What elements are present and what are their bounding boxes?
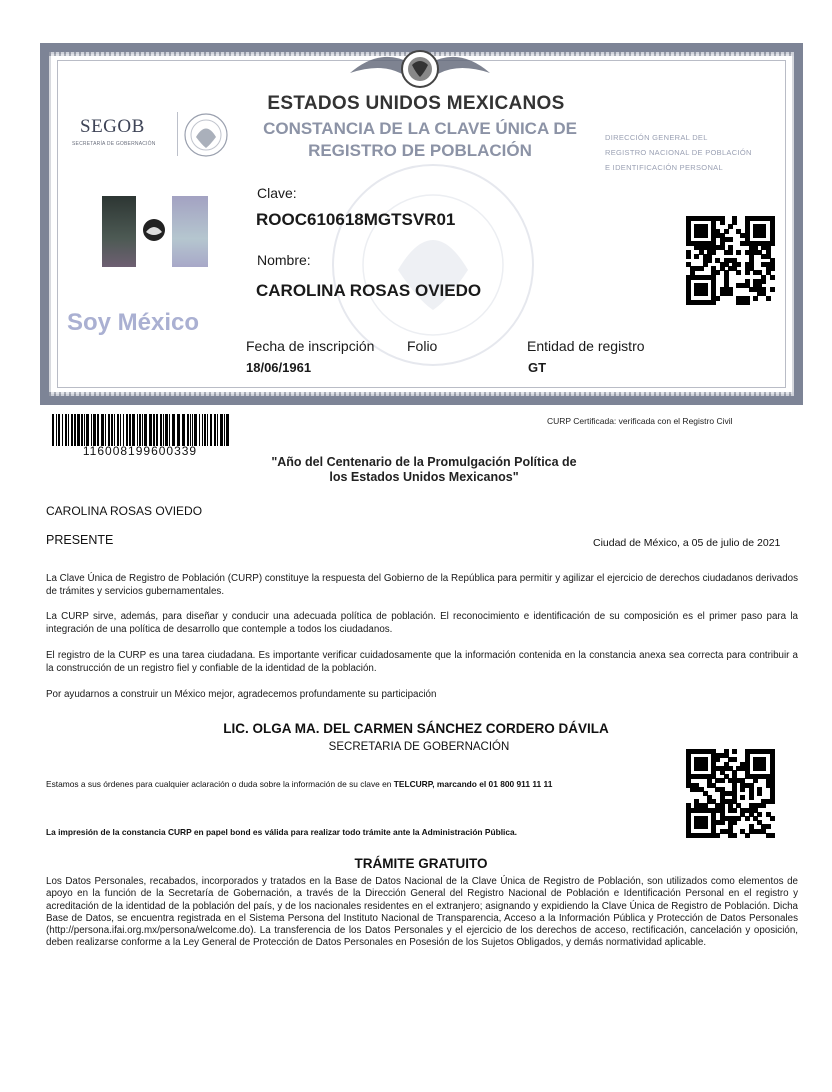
bottom-guilloche (49, 392, 794, 396)
qr-module (745, 270, 750, 275)
bond-paper-note: La impresión de la constancia CURP en papel bond es válida para realizar todo trámite ante la Administración Pública. (46, 827, 517, 837)
qr-module (757, 791, 762, 796)
barcode-bar (144, 414, 147, 446)
barcode-bar (217, 414, 218, 446)
barcode-bar (194, 414, 197, 446)
barcode-bar (111, 414, 113, 446)
qr-module (770, 287, 775, 292)
barcode-bar (210, 414, 212, 446)
qr-module (694, 254, 699, 259)
qr-module (720, 778, 725, 783)
certificate-qr-code (686, 216, 774, 304)
entidad-registro-label: Entidad de registro (527, 338, 645, 354)
barcode-bar (84, 414, 85, 446)
certificate-title: ESTADOS UNIDOS MEXICANOS (267, 93, 565, 114)
barcode-bar (226, 414, 229, 446)
qr-module (770, 833, 775, 838)
qr-module (703, 291, 708, 296)
barcode-bar (68, 414, 69, 446)
barcode-bar (224, 414, 225, 446)
flag-green-stripe (102, 196, 136, 267)
qr-module (745, 833, 750, 838)
barcode-bar (190, 414, 191, 446)
barcode-bar (81, 414, 83, 446)
qr-module (732, 808, 737, 813)
letter-paragraph-3: El registro de la CURP es una tarea ciudadana. Es importante verificar cuidadosamente que la información contenida en la constancia anexa sea correcta para contribuir a la construcción de un registro fiel y confiable de la identidad de la población. (46, 650, 798, 674)
qr-module (732, 833, 737, 838)
qr-module (728, 250, 733, 255)
qr-module (728, 237, 733, 242)
nombre-value: CAROLINA ROSAS OVIEDO (256, 281, 482, 300)
barcode-bar (123, 414, 124, 446)
barcode-bar (204, 414, 206, 446)
qr-module (761, 766, 766, 771)
qr-module (703, 824, 708, 829)
barcode-bar (129, 414, 131, 446)
barcode-bar (56, 414, 57, 446)
certificate-subtitle: CONSTANCIA DE LA CLAVE ÚNICA DE REGISTRO DE POBLACIÓN (263, 119, 577, 160)
mexico-flag (102, 196, 208, 267)
barcode-bar (65, 414, 67, 446)
barcode (52, 414, 228, 446)
coat-of-arms-icon (340, 43, 500, 91)
barcode-number: 116008199600339 (82, 444, 198, 458)
qr-module (720, 220, 725, 225)
qr-module (761, 233, 766, 238)
barcode-bar (149, 414, 152, 446)
barcode-bar (132, 414, 135, 446)
telcurp-text: Estamos a sus órdenes para cualquier aclaración o duda sobre la información de su clave en (46, 779, 392, 789)
flag-red-stripe (172, 196, 208, 267)
barcode-bar (101, 414, 104, 446)
qr-module (703, 766, 708, 771)
qr-module (766, 296, 771, 301)
barcode-bar (153, 414, 155, 446)
fecha-inscripcion-label: Fecha de inscripción (246, 338, 375, 354)
telcurp-phone: TELCURP, marcando el 01 800 911 11 11 (393, 779, 553, 789)
barcode-bar (202, 414, 203, 446)
clave-value: ROOC610618MGTSVR01 (256, 210, 456, 229)
barcode-bar (120, 414, 121, 446)
qr-module (740, 787, 745, 792)
barcode-bar (165, 414, 168, 446)
barcode-bar (108, 414, 110, 446)
barcode-bar (58, 414, 60, 446)
telcurp-note (46, 779, 552, 789)
qr-module (686, 254, 691, 259)
barcode-bar (114, 414, 115, 446)
barcode-bar (169, 414, 170, 446)
qr-module (740, 795, 745, 800)
signer-title: SECRETARIA DE GOBERNACIÓN (328, 741, 510, 753)
barcode-bar (71, 414, 73, 446)
qr-module (770, 799, 775, 804)
soy-mexico-logo: Soy México (67, 309, 200, 336)
barcode-bar (192, 414, 193, 446)
qr-module (761, 803, 766, 808)
curp-verification-note: CURP Certificada: verificada con el Registro Civil (547, 416, 733, 426)
segob-logo (72, 112, 232, 157)
qr-module (770, 816, 775, 821)
barcode-bar (220, 414, 223, 446)
barcode-bar (105, 414, 106, 446)
letter-presente: PRESENTE (46, 533, 114, 547)
segob-divider (177, 112, 178, 156)
qr-module (732, 749, 737, 754)
qr-module (736, 270, 741, 275)
barcode-bar (199, 414, 200, 446)
qr-module (732, 757, 737, 762)
letter-paragraph-2: La CURP sirve, además, para diseñar y conducir una adecuada política de población. El reconocimiento e identificación de su composición es el primer paso para la integración de una política de desarrollo que contemple a todos los ciudadanos. (46, 611, 798, 635)
eagle-seal-icon (182, 112, 230, 158)
barcode-bar (187, 414, 189, 446)
entidad-registro-value: GT (528, 360, 547, 375)
qr-module (728, 291, 733, 296)
qr-module (745, 300, 750, 305)
qr-module (715, 833, 720, 838)
barcode-bar (172, 414, 175, 446)
segob-logo-text: SEGOB (80, 116, 145, 137)
letter-place-date: Ciudad de México, a 05 de julio de 2021 (593, 537, 781, 549)
barcode-bar (177, 414, 180, 446)
qr-module (749, 795, 754, 800)
letter-paragraph-4: Por ayudarnos a construir un México mejor, agradecemos profundamente su participación (46, 689, 437, 700)
barcode-bar (142, 414, 143, 446)
qr-module (745, 816, 750, 821)
folio-label: Folio (407, 338, 438, 354)
barcode-bar (160, 414, 162, 446)
barcode-bar (62, 414, 63, 446)
barcode-bar (91, 414, 92, 446)
barcode-bar (126, 414, 128, 446)
letter-paragraph-1: La Clave Única de Registro de Población (CURP) constituye la respuesta del Gobierno de la República para permitir y agilizar el ejercicio de derechos ciudadanos derivados de trámites y servicios gubernamentales. (46, 573, 798, 597)
qr-module (753, 296, 758, 301)
barcode-bar (137, 414, 138, 446)
barcode-bar (182, 414, 185, 446)
segob-logo-subtext: SECRETARÍA DE GOBERNACIÓN (72, 141, 156, 147)
nombre-label: Nombre: (257, 252, 311, 268)
letter-qr-code (686, 749, 774, 837)
barcode-bar (117, 414, 119, 446)
barcode-bar (77, 414, 80, 446)
qr-module (770, 275, 775, 280)
barcode-bar (207, 414, 208, 446)
letter-recipient: CAROLINA ROSAS OVIEDO (46, 504, 203, 518)
barcode-bar (93, 414, 96, 446)
qr-module (699, 266, 704, 271)
signer-name: LIC. OLGA MA. DEL CARMEN SÁNCHEZ CORDERO DÁVILA (223, 721, 609, 736)
direccion-general-label: DIRECCIÓN GENERAL DEL REGISTRO NACIONAL DE POBLACIÓN E IDENTIFICACIÓN PERSONAL (605, 133, 752, 172)
barcode-bar (86, 414, 89, 446)
clave-label: Clave: (257, 185, 297, 201)
barcode-bar (139, 414, 141, 446)
barcode-bar (74, 414, 76, 446)
year-motto: "Año del Centenario de la Promulgación Política de los Estados Unidos Mexicanos" (271, 455, 577, 484)
tramite-gratuito-title: TRÁMITE GRATUITO (354, 856, 488, 871)
qr-module (720, 820, 725, 825)
barcode-bar (52, 414, 54, 446)
barcode-bar (97, 414, 99, 446)
fecha-inscripcion-value: 18/06/1961 (246, 360, 312, 375)
qr-module (711, 300, 716, 305)
barcode-bar (156, 414, 158, 446)
barcode-bar (163, 414, 164, 446)
flag-emblem-icon (140, 216, 168, 244)
qr-module (703, 233, 708, 238)
qr-module (736, 250, 741, 255)
barcode-bar (214, 414, 216, 446)
privacy-notice: Los Datos Personales, recabados, incorporados y tratados en la Base de Datos Nacional de la Clave Única de Registro de Población, son utilizados como elementos de apoyo en la función de la Secretaría de Gobernación, a través de la Dirección General del Registro Nacional de Población e Identificación Personal en el registro y acreditación de la identidad de la población del país, y de los nacionales residentes en el extranjero; asignando y expidiendo la Clave Única de Registro de Población. Dicha Base de Datos, se encuentra registrada en el Sistema Persona del Instituto Nacional de Transparencia, Acceso a la Información Pública y Protección de Datos Personales (http://persona.ifai.org.mx/persona/welcome.do). La transferencia de los Datos Personales y el ejercicio de los derechos de acceso, rectificación, cancelación y oposición, deben realizarse conforme a la Ley General de Protección de Datos Personales en Posesión de los Sujetos Obligados, y demás normatividad aplicable. (46, 876, 798, 949)
